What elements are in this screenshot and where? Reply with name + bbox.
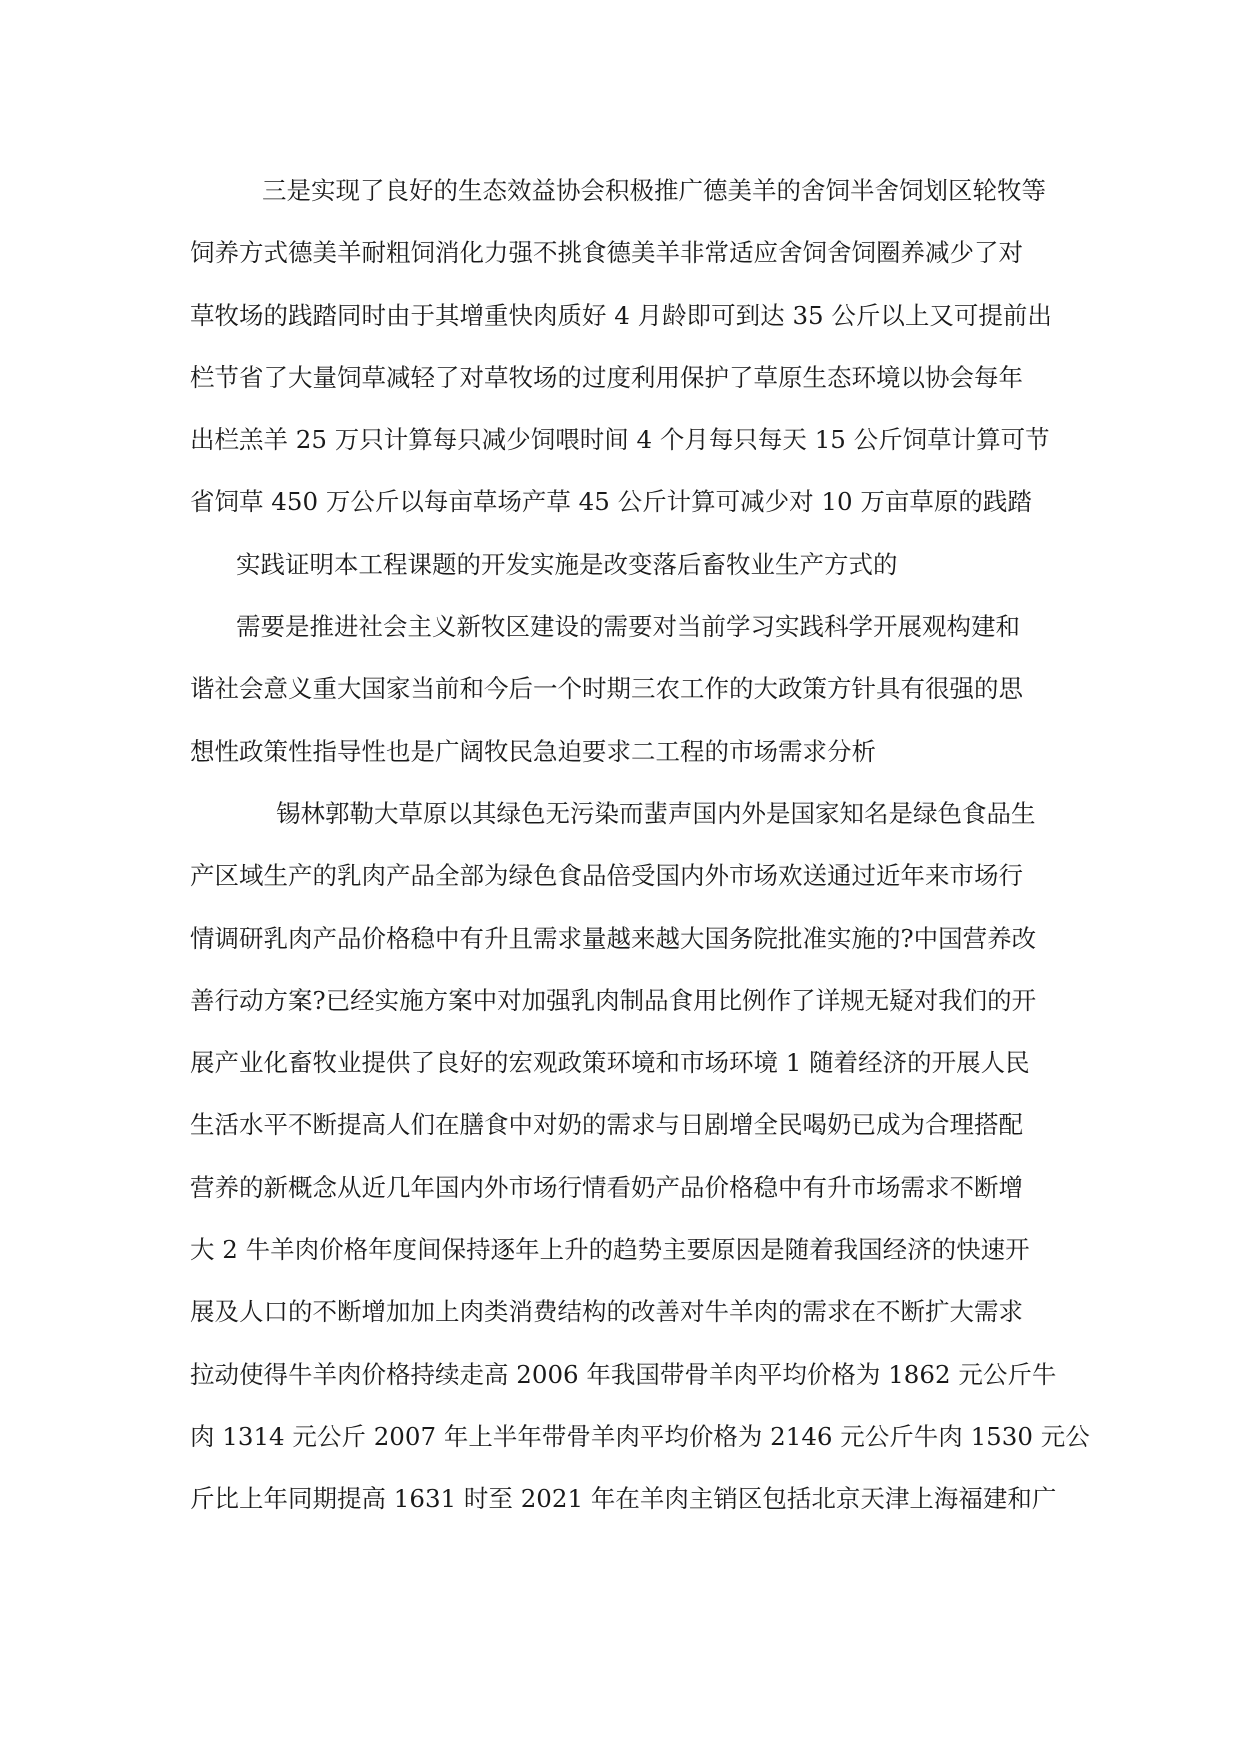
- paragraph-line: 需要是推进社会主义新牧区建设的需要对当前学习实践科学开展观构建和: [236, 612, 1020, 642]
- paragraph-line: 实践证明本工程课题的开发实施是改变落后畜牧业生产方式的: [236, 549, 898, 579]
- paragraph-line: 拉动使得牛羊肉价格持续走高 2006 年我国带骨羊肉平均价格为 1862 元公斤牛: [190, 1359, 1057, 1389]
- paragraph-line: 肉 1314 元公斤 2007 年上半年带骨羊肉平均价格为 2146 元公斤牛肉 1530 元公: [190, 1421, 1090, 1451]
- paragraph-line: 营养的新概念从近几年国内外市场行情看奶产品价格稳中有升市场需求不断增: [190, 1172, 1023, 1202]
- paragraph-line: 情调研乳肉产品价格稳中有升且需求量越来越大国务院批准实施的?中国营养改: [190, 923, 1037, 953]
- paragraph-line: 展及人口的不断增加加上肉类消费结构的改善对牛羊肉的需求在不断扩大需求: [190, 1297, 1023, 1327]
- body-text: [190, 160, 1090, 1531]
- paragraph-line: 大 2 牛羊肉价格年度间保持逐年上升的趋势主要原因是随着我国经济的快速开: [190, 1235, 1030, 1265]
- paragraph-line: 斤比上年同期提高 1631 时至 2021 年在羊肉主销区包括北京天津上海福建和广: [190, 1484, 1057, 1514]
- paragraph-line: 饲养方式德美羊耐粗饲消化力强不挑食德美羊非常适应舍饲舍饲圈养减少了对: [190, 238, 1023, 268]
- paragraph-line: 展产业化畜牧业提供了良好的宏观政策环境和市场环境 1 随着经济的开展人民: [190, 1048, 1030, 1078]
- paragraph-line: 生活水平不断提高人们在膳食中对奶的需求与日剧增全民喝奶已成为合理搭配: [190, 1110, 1023, 1140]
- paragraph-line: 三是实现了良好的生态效益协会积极推广德美羊的舍饲半舍饲划区轮牧等: [262, 176, 1046, 205]
- paragraph-line: 想性政策性指导性也是广阔牧民急迫要求二工程的市场需求分析: [190, 736, 876, 766]
- paragraph-line: 省饲草 450 万公斤以每亩草场产草 45 公斤计算可减少对 10 万亩草原的践踏: [190, 487, 1032, 517]
- paragraph-line: 出栏羔羊 25 万只计算每只减少饲喂时间 4 个月每只每天 15 公斤饲草计算可节: [190, 425, 1050, 455]
- paragraph-line: 锡林郭勒大草原以其绿色无污染而蜚声国内外是国家知名是绿色食品生: [276, 798, 1036, 828]
- paragraph-line: 谐社会意义重大国家当前和今后一个时期三农工作的大政策方针具有很强的思: [190, 674, 1023, 704]
- paragraph-line: 栏节省了大量饲草减轻了对草牧场的过度利用保护了草原生态环境以协会每年: [190, 362, 1023, 392]
- paragraph-line: 善行动方案?已经实施方案中对加强乳肉制品食用比例作了详规无疑对我们的开: [190, 985, 1037, 1015]
- paragraph-line: 产区域生产的乳肉产品全部为绿色食品倍受国内外市场欢送通过近年来市场行: [190, 861, 1023, 891]
- paragraph-line: 草牧场的践踏同时由于其增重快肉质好 4 月龄即可到达 35 公斤以上又可提前出: [190, 300, 1052, 330]
